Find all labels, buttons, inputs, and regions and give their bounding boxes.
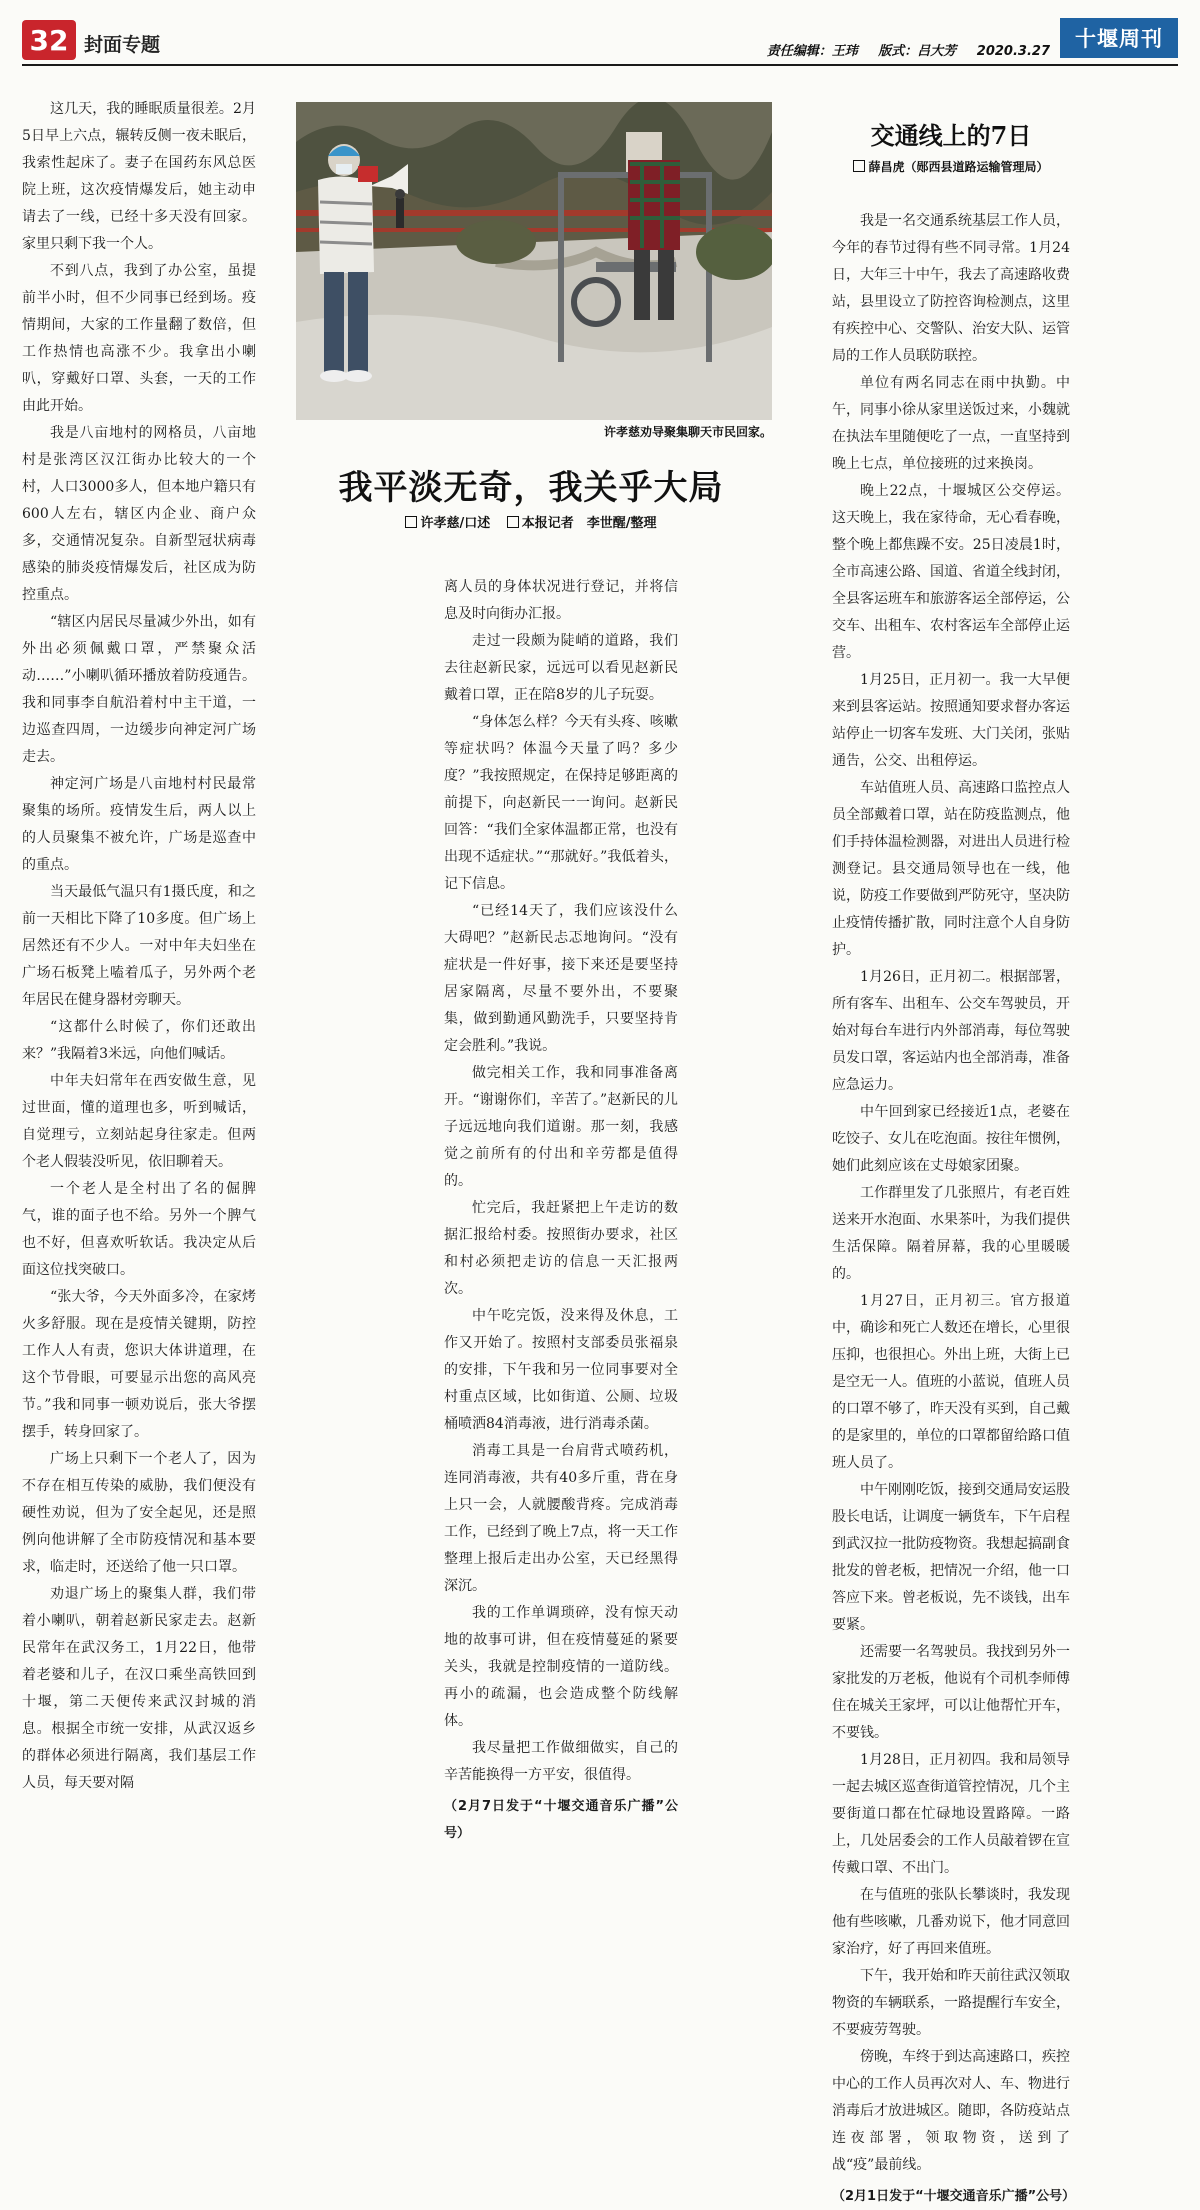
paragraph: 工作群里发了几张照片，有老百姓送来开水泡面、水果茶叶，为我们提供生活保障。隔着屏幕，我的心里暖暖的。 (832, 1185, 1070, 1282)
paragraph: 神定河广场是八亩地村村民最常聚集的场所。疫情发生后，两人以上的人员聚集不被允许，广场是巡查中的重点。 (22, 776, 256, 873)
paragraph: 我尽量把工作做细做实，自己的辛苦能换得一方平安，很值得。 (444, 1740, 678, 1783)
paragraph: 劝退广场上的聚集人群，我们带着小喇叭，朝着赵新民家走去。赵新民常年在武汉务工，1月22日，他带着老婆和儿子，在汉口乘坐高铁回到十堰，第二天便传来武汉封城的消息。根据全市统一安排，从武汉返乡的群体必须进行隔离，我们基层工作人员，每天要对隔 (22, 1586, 256, 1791)
paragraph: 中午刚刚吃饭，接到交通局安运股股长电话，让调度一辆货车，下午启程到武汉拉一批防疫物资。我想起搞副食批发的曾老板，把情况一介绍，他一口答应下来。曾老板说，先不谈钱，出车要紧。 (832, 1482, 1070, 1633)
byline-reporter: 本报记者 李世醒/整理 (507, 516, 657, 531)
paragraph: 我是八亩地村的网格员，八亩地村是张湾区汉江街办比较大的一个村，人口3000多人，但本地户籍只有600人左右，辖区内企业、商户众多，交通情况复杂。自新型冠状病毒感染的肺炎疫情爆发后，社区成为防控重点。 (22, 425, 256, 603)
paragraph: 中午回到家已经接近1点，老婆在吃饺子、女儿在吃泡面。按往年惯例，她们此刻应该在丈母娘家团聚。 (832, 1104, 1070, 1174)
paragraph: 下午，我开始和昨天前往武汉领取物资的车辆联系，一路提醒行车安全，不要疲劳驾驶。 (832, 1968, 1070, 2038)
credits (757, 40, 1050, 59)
paragraph: 1月26日，正月初二。根据部署，所有客车、出租车、公交车驾驶员，开始对每台车进行内外部消毒，每位驾驶员发口罩，客运站内也全部消毒，准备应急运力。 (832, 969, 1070, 1093)
paragraph: 消毒工具是一台肩背式喷药机，连同消毒液，共有40多斤重，背在身上只一会，人就腰酸背疼。完成消毒工作，已经到了晚上7点，将一天工作整理上报后走出办公室，天已经黑得深沉。 (444, 1443, 678, 1594)
paragraph: 1月25日，正月初一。我一大早便来到县客运站。按照通知要求督办客运站停止一切客车发班、大门关闭，张贴通告，公交、出租停运。 (832, 672, 1070, 769)
side-article-column (832, 208, 1076, 2210)
header-divider (22, 64, 1178, 66)
paragraph: 我是一名交通系统基层工作人员，今年的春节过得有些不同寻常。1月24日，大年三十中午，我去了高速路收费站，县里设立了防控咨询检测点，这里有疾控中心、交警队、治安大队、运管局的工作人员联防联控。 (832, 213, 1070, 364)
paragraph: 单位有两名同志在雨中执勤。中午，同事小徐从家里送饭过来，小魏就在执法车里随便吃了一点，一直坚持到晚上七点，单位接班的过来换岗。 (832, 375, 1070, 472)
issue-date: 2020.3.27 (976, 44, 1050, 59)
paragraph: “辖区内居民尽量减少外出，如有外出必须佩戴口罩，严禁聚众活动……”小喇叭循环播放着防疫通告。我和同事李自航沿着村中主干道，一边巡查四周，一边缓步向神定河广场走去。 (22, 614, 256, 765)
source-note: （2月7日发于“十堰交通音乐广播”公号） (444, 1799, 678, 1841)
paragraph: 走过一段颇为陡峭的道路，我们去往赵新民家，远远可以看见赵新民戴着口罩，正在陪8岁的儿子玩耍。 (444, 633, 678, 703)
paragraph: 傍晚，车终于到达高速路口，疾控中心的工作人员再次对人、车、物进行消毒后才放进城区。随即，各防疫站点连夜部署，领取物资，送到了战“疫”最前线。 (832, 2049, 1070, 2173)
section-title: 封面专题 (84, 34, 161, 56)
source-note: （2月1日发于“十堰交通音乐广播”公号） (832, 2189, 1076, 2204)
paragraph: 这几天，我的睡眠质量很差。2月5日早上六点，辗转反侧一夜未眠后，我索性起床了。妻子在国药东风总医院上班，这次疫情爆发后，她主动申请去了一线，已经十多天没有回家。家里只剩下我一个人。 (22, 101, 256, 252)
main-article-column-1 (22, 96, 256, 1797)
paragraph: 做完相关工作，我和同事准备离开。“谢谢你们，辛苦了。”赵新民的儿子远远地向我们道谢。那一刻，我感觉之前所有的付出和辛劳都是值得的。 (444, 1065, 678, 1189)
box-icon (405, 516, 417, 528)
main-article-column-2 (444, 574, 678, 1847)
paragraph: “这都什么时候了，你们还敢出来？”我隔着3米远，向他们喊话。 (22, 1019, 256, 1062)
paragraph: 我的工作单调琐碎，没有惊天动地的故事可讲，但在疫情蔓延的紧要关头，我就是控制疫情的一道防线。再小的疏漏，也会造成整个防线解体。 (444, 1605, 678, 1729)
side-article-byline: 薛昌虎（郧西县道路运输管理局） (832, 158, 1070, 175)
paragraph: 1月27日，正月初三。官方报道中，确诊和死亡人数还在增长，心里很压抑，也很担心。外出上班，大街上已是空无一人。值班的小蓝说，值班人员的口罩不够了，昨天没有买到，自己戴的是家里的，单位的口罩都留给路口值班人员了。 (832, 1293, 1070, 1471)
paragraph: 车站值班人员、高速路口监控点人员全部戴着口罩，站在防疫监测点，他们手持体温检测器，对进出人员进行检测登记。县交通局领导也在一线，他说，防疫工作要做到严防死守，坚决防止疫情传播扩散，同时注意个人自身防护。 (832, 780, 1070, 958)
paragraph: 还需要一名驾驶员。我找到另外一家批发的万老板，他说有个司机李师傅住在城关王家坪，可以让他帮忙开车，不要钱。 (832, 1644, 1070, 1741)
paragraph: 中年夫妇常年在西安做生意，见过世面，懂的道理也多，听到喊话，自觉理亏，立刻站起身往家走。但两个老人假装没听见，依旧聊着天。 (22, 1073, 256, 1170)
paragraph: 晚上22点，十堰城区公交停运。这天晚上，我在家待命，无心看春晚，整个晚上都焦躁不安。25日凌晨1时，全市高速公路、国道、省道全线封闭，全县客运班车和旅游客运全部停运，公交车、出租车、农村客运车全部停止运营。 (832, 483, 1070, 661)
byline-narrator: 许孝慈/口述 (405, 516, 490, 531)
paragraph: 离人员的身体状况进行登记，并将信息及时向街办汇报。 (444, 579, 678, 622)
paragraph: 广场上只剩下一个老人了，因为不存在相互传染的威胁，我们便没有硬性劝说，但为了安全起见，还是照例向他讲解了全市防疫情况和基本要求，临走时，还送给了他一只口罩。 (22, 1451, 256, 1575)
paragraph: 不到八点，我到了办公室，虽提前半小时，但不少同事已经到场。疫情期间，大家的工作量翻了数倍，但工作热情也高涨不少。我拿出小喇叭，穿戴好口罩、头套，一天的工作由此开始。 (22, 263, 256, 414)
editor-credit: 责任编辑：王玮 (766, 44, 858, 59)
photo-illustration (296, 102, 772, 420)
paragraph: 中午吃完饭，没来得及休息，工作又开始了。按照村支部委员张福泉的安排，下午我和另一位同事要对全村重点区域，比如街道、公厕、垃圾桶喷洒84消毒液，进行消毒杀菌。 (444, 1308, 678, 1432)
main-article-byline (296, 512, 766, 531)
paragraph: “已经14天了，我们应该没什么大碍吧？”赵新民忐忑地询问。“没有症状是一件好事，接下来还是要坚持居家隔离，尽量不要外出，不要聚集，做到勤通风勤洗手，只要坚持肯定会胜利。”我说。 (444, 903, 678, 1054)
paragraph: 一个老人是全村出了名的倔脾气，谁的面子也不给。另外一个脾气也不好，但喜欢听软话。我决定从后面这位找突破口。 (22, 1181, 256, 1278)
paragraph: 忙完后，我赶紧把上午走访的数据汇报给村委。按照街办要求，社区和村必须把走访的信息一天汇报两次。 (444, 1200, 678, 1297)
masthead-logo: 十堰周刊 (1060, 18, 1178, 58)
photo-caption: 许孝慈劝导聚集聊天市民回家。 (603, 425, 772, 439)
page-header (0, 0, 1200, 70)
paragraph: 在与值班的张队长攀谈时，我发现他有些咳嗽，几番劝说下，他才同意回家治疗，好了再回来值班。 (832, 1887, 1070, 1957)
page-number: 32 (22, 20, 76, 60)
paragraph: “张大爷，今天外面多冷，在家烤火多舒服。现在是疫情关键期，防控工作人人有责，您识大体讲道理，在这个节骨眼，可要显示出您的高风亮节。”我和同事一顿劝说后，张大爷摆摆手，转身回家了。 (22, 1289, 256, 1440)
main-article-title: 我平淡无奇，我关乎大局 (338, 468, 724, 508)
paragraph: 当天最低气温只有1摄氏度，和之前一天相比下降了10多度。但广场上居然还有不少人。一对中年夫妇坐在广场石板凳上嗑着瓜子，另外两个老年居民在健身器材旁聊天。 (22, 884, 256, 1008)
side-article-title: 交通线上的7日 (870, 121, 1032, 150)
paragraph: 1月28日，正月初四。我和局领导一起去城区巡查街道管控情况，几个主要街道口都在忙碌地设置路障。一路上，几处居委会的工作人员敲着锣在宣传戴口罩、不出门。 (832, 1752, 1070, 1876)
layout-credit: 版式：吕大芳 (878, 44, 957, 59)
box-icon (507, 516, 519, 528)
box-icon (853, 160, 865, 172)
article-photo (296, 102, 772, 420)
paragraph: “身体怎么样？今天有头疼、咳嗽等症状吗？体温今天量了吗？多少度？”我按照规定，在保持足够距离的前提下，向赵新民一一询问。赵新民回答：“我们全家体温都正常，也没有出现不适症状。”“那就好。”我低着头，记下信息。 (444, 714, 678, 892)
